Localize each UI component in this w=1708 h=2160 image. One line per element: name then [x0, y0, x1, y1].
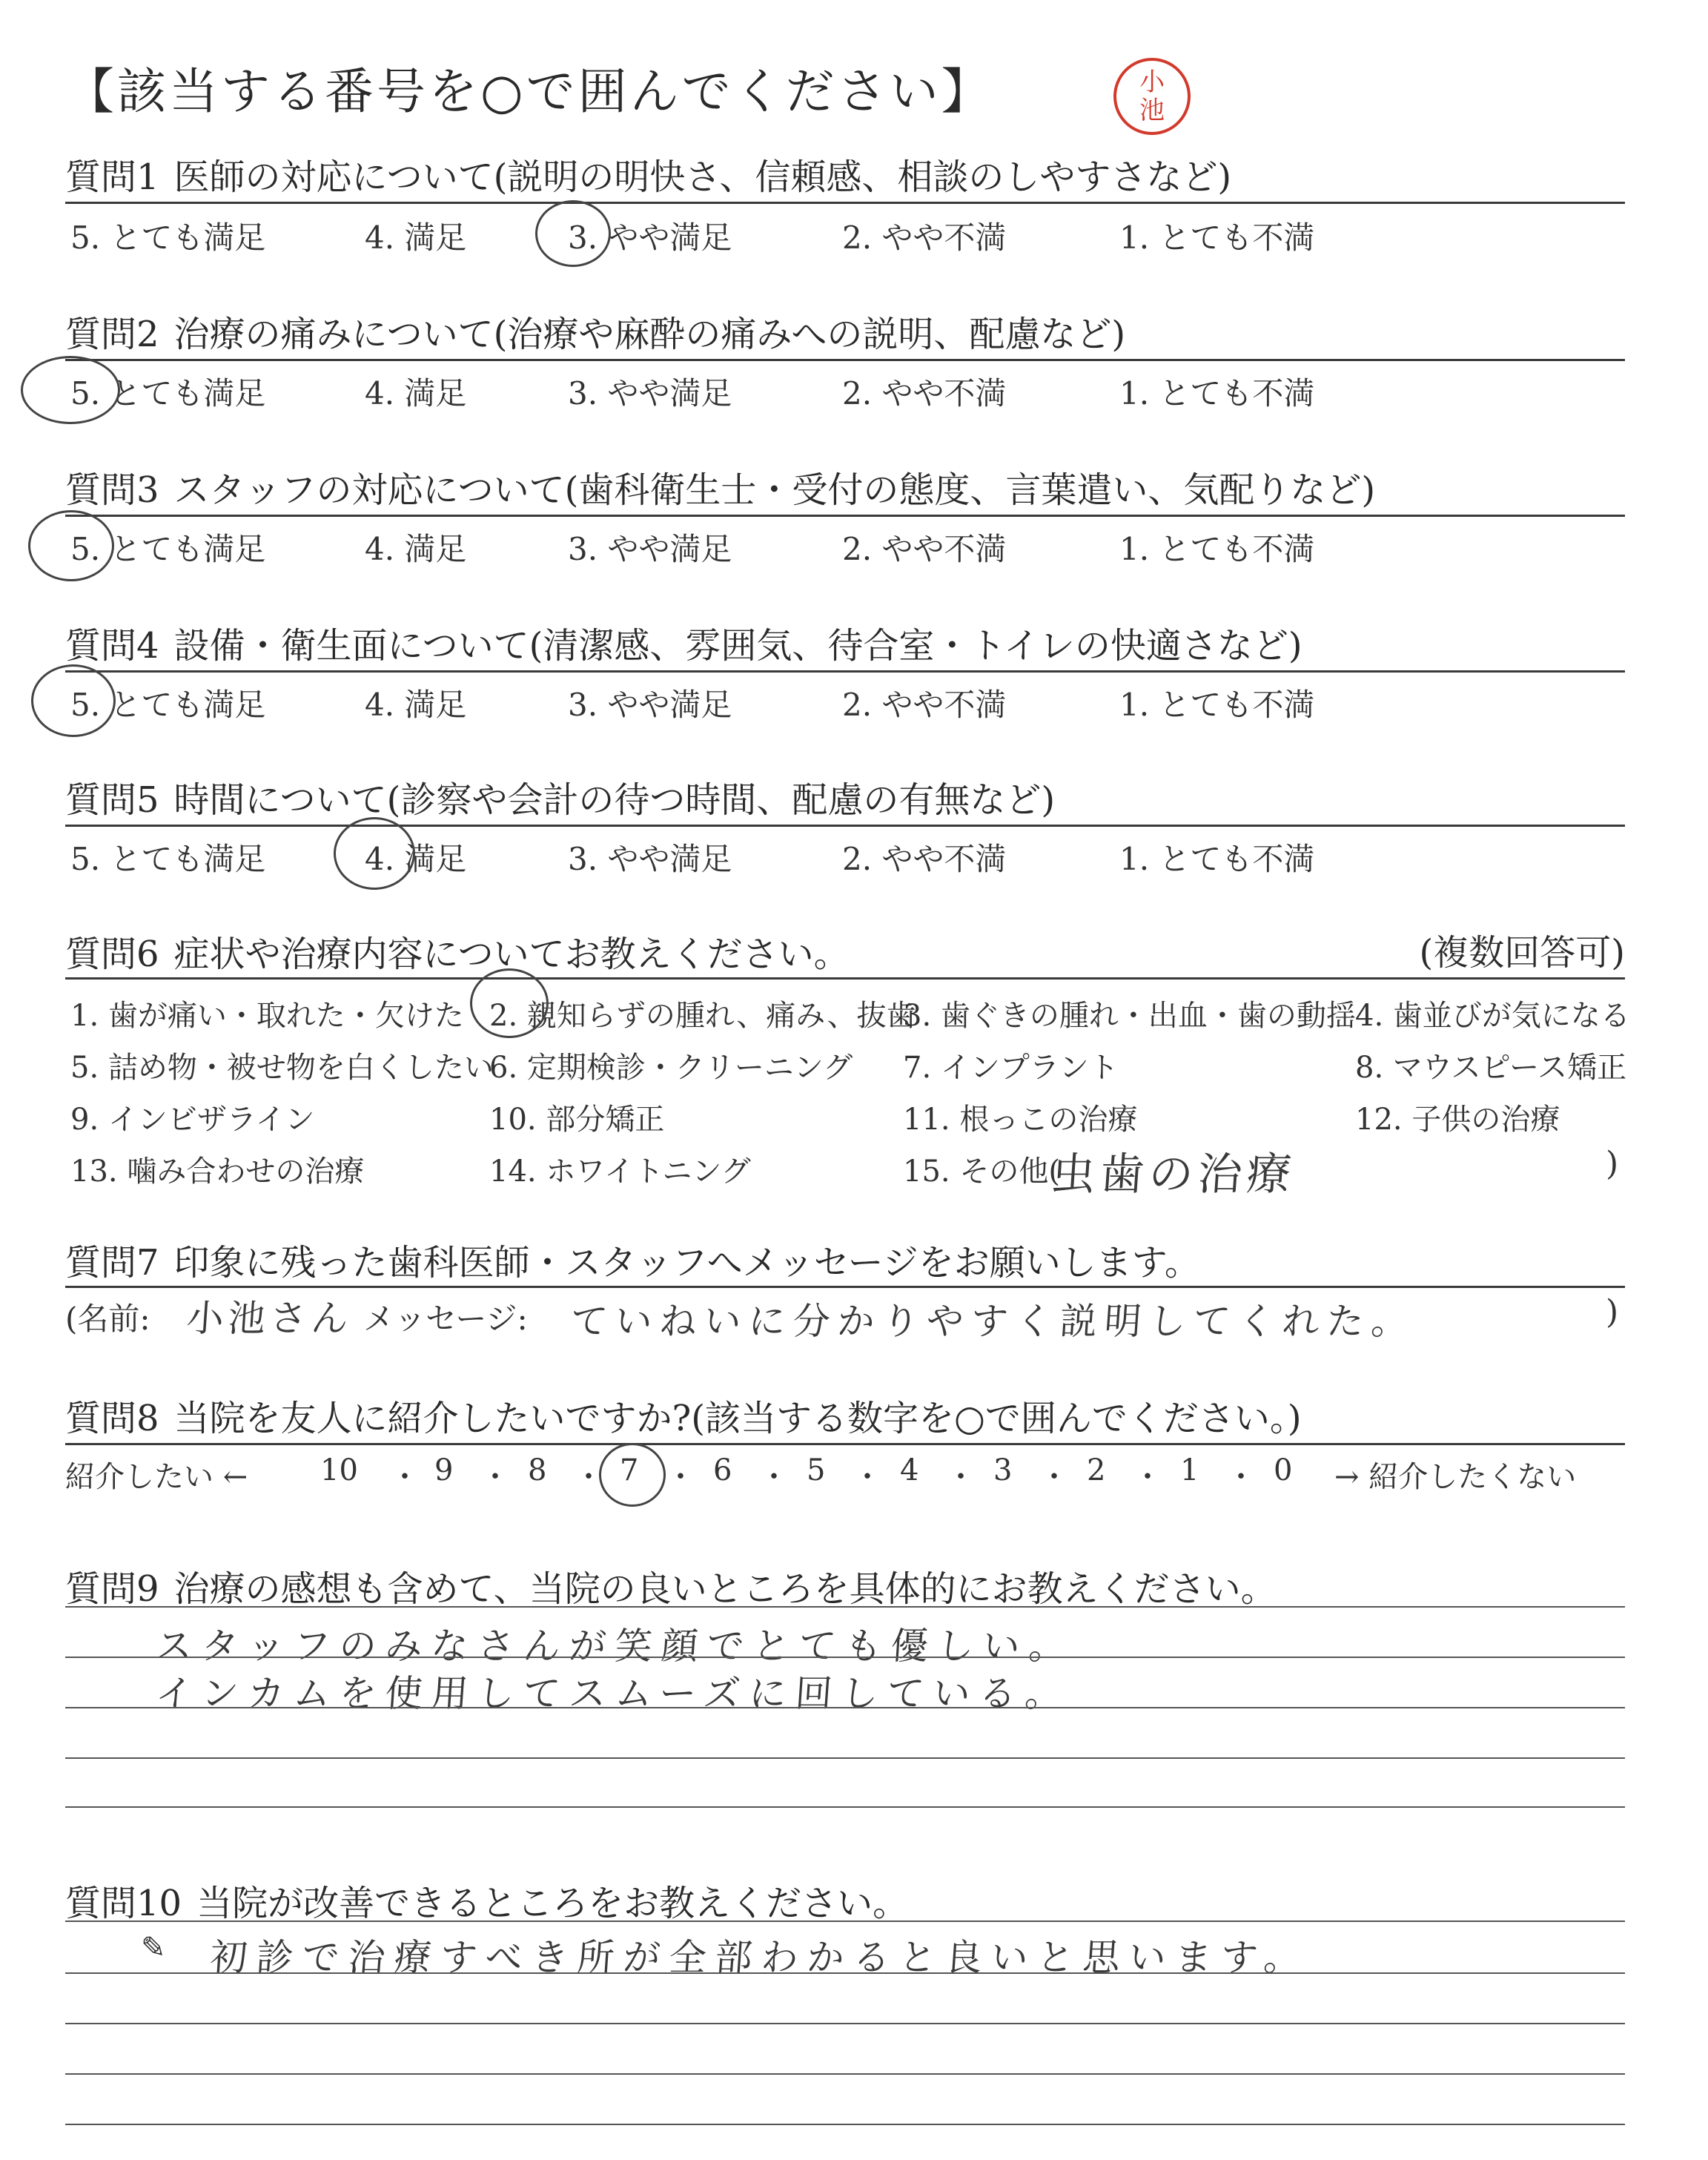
q3-option-2[interactable]: 2. やや不満 [842, 531, 1007, 567]
question-3-title: 質問3 スタッフの対応について(歯科衛生士・受付の態度、言葉遣い、気配りなど) [65, 469, 1376, 511]
q2-option-5[interactable]: 5. とても満足 [70, 375, 266, 412]
q7-name-label: (名前: [65, 1301, 150, 1337]
q6-option-15[interactable]: 15. その他( [903, 1155, 1060, 1189]
q5-option-1[interactable]: 1. とても不満 [1119, 841, 1315, 877]
question-8-rule [65, 1443, 1625, 1445]
answer-line [65, 1657, 1625, 1658]
q2-option-2[interactable]: 2. やや不満 [842, 375, 1007, 412]
q9-answer-line-1: スタッフのみなさんが笑顔でとても優しい。 [153, 1625, 1076, 1668]
scale-value-2[interactable]: 2 [1087, 1453, 1106, 1487]
question-6-rule [65, 977, 1625, 980]
q8-selection-circle [599, 1443, 666, 1507]
q3-option-3[interactable]: 3. やや満足 [568, 531, 732, 567]
q1-option-3[interactable]: 3. やや満足 [568, 219, 732, 256]
q3-option-1[interactable]: 1. とても不満 [1119, 531, 1315, 567]
q3-selection-circle [28, 510, 114, 581]
q2-selection-circle [21, 356, 120, 424]
q1-selection-circle [535, 200, 611, 267]
scale-value-1[interactable]: 1 [1180, 1453, 1199, 1487]
question-6-title: 質問6 症状や治療内容についてお教えください。 [65, 934, 850, 975]
question-1-title: 質問1 医師の対応について(説明の明快さ、信頼感、相談のしやすさなど) [65, 156, 1232, 198]
q6-selection-circle [470, 968, 549, 1038]
q1-option-4[interactable]: 4. 満足 [365, 219, 467, 256]
q2-option-1[interactable]: 1. とても不満 [1119, 375, 1315, 412]
q3-option-5[interactable]: 5. とても満足 [70, 531, 266, 567]
scale-value-10[interactable]: 10 [320, 1453, 358, 1487]
answer-line [65, 2124, 1625, 2125]
q6-option-5[interactable]: 5. 詰め物・被せ物を白くしたい [70, 1051, 494, 1085]
scale-value-9[interactable]: 9 [434, 1453, 454, 1487]
q4-selection-circle [31, 664, 116, 737]
question-2-title: 質問2 治療の痛みについて(治療や麻酔の痛みへの説明、配慮など) [65, 314, 1126, 355]
scale-separator: ・ [946, 1460, 976, 1494]
question-8-title: 質問8 当院を友人に紹介したいですか?(該当する数字を○で囲んでください。) [65, 1398, 1302, 1439]
scale-separator: ・ [666, 1460, 695, 1494]
scale-separator: ・ [1226, 1460, 1256, 1494]
recommend-right-label: → 紹介したくない [1334, 1460, 1577, 1494]
answer-line [65, 1920, 1625, 1922]
name-seal-stamp: 小 池 [1113, 58, 1191, 135]
q5-selection-circle [334, 817, 415, 890]
answer-line [65, 1972, 1625, 1974]
q5-option-2[interactable]: 2. やや不満 [842, 841, 1007, 877]
q7-message-label: メッセージ: [363, 1301, 528, 1337]
scale-value-8[interactable]: 8 [528, 1453, 547, 1487]
q6-option-8[interactable]: 8. マウスピース矯正 [1355, 1051, 1627, 1085]
question-4-rule [65, 670, 1625, 673]
question-7-rule [65, 1286, 1625, 1288]
q6-option-11[interactable]: 11. 根っこの治療 [903, 1103, 1138, 1137]
q4-option-5[interactable]: 5. とても満足 [70, 687, 266, 723]
multiple-answers-note: (複数回答可) [1419, 932, 1625, 974]
answer-line [65, 1757, 1625, 1759]
q5-option-3[interactable]: 3. やや満足 [568, 841, 732, 877]
instruction-header: 【該当する番号を○で囲んでください】 [65, 63, 993, 120]
q6-option-9[interactable]: 9. インビザライン [70, 1103, 315, 1137]
q3-option-4[interactable]: 4. 満足 [365, 531, 467, 567]
q4-option-2[interactable]: 2. やや不満 [842, 687, 1007, 723]
q6-option-2[interactable]: 2. 親知らずの腫れ、痛み、抜歯 [489, 999, 916, 1033]
question-5-rule [65, 825, 1625, 827]
scale-value-6[interactable]: 6 [713, 1453, 732, 1487]
q1-option-2[interactable]: 2. やや不満 [842, 219, 1007, 256]
q6-option-4[interactable]: 4. 歯並びが気になる [1355, 999, 1630, 1033]
scale-separator: ・ [853, 1460, 882, 1494]
q10-answer-line-1: 初診で治療すべき所が全部わかると良いと思います。 [208, 1936, 1311, 1979]
scale-separator: ・ [390, 1460, 420, 1494]
q6-option-6[interactable]: 6. 定期検診・クリーニング [489, 1051, 853, 1085]
q2-option-3[interactable]: 3. やや満足 [568, 375, 732, 412]
recommend-left-label: 紹介したい ← [65, 1460, 248, 1494]
q4-option-3[interactable]: 3. やや満足 [568, 687, 732, 723]
q5-option-5[interactable]: 5. とても満足 [70, 841, 266, 877]
question-4-title: 質問4 設備・衛生面について(清潔感、雰囲気、待合室・トイレの快適さなど) [65, 625, 1302, 667]
question-3-rule [65, 515, 1625, 517]
scribble-mark: ✎ [141, 1931, 166, 1965]
q7-message-handwritten: ていねいに分かりやすく説明してくれた。 [569, 1300, 1417, 1343]
scale-separator: ・ [1133, 1460, 1162, 1494]
question-9-title: 質問9 治療の感想も含めて、当院の良いところを具体的にお教えください。 [65, 1568, 1277, 1610]
q7-close-paren: ) [1606, 1293, 1619, 1331]
q6-other-close-paren: ) [1606, 1145, 1619, 1183]
answer-line [65, 1606, 1625, 1608]
scale-value-0[interactable]: 0 [1274, 1453, 1293, 1487]
q6-option-14[interactable]: 14. ホワイトニング [489, 1155, 751, 1189]
q6-option-10[interactable]: 10. 部分矯正 [489, 1103, 665, 1137]
scale-value-4[interactable]: 4 [900, 1453, 919, 1487]
q6-option-12[interactable]: 12. 子供の治療 [1355, 1103, 1560, 1137]
answer-line [65, 1806, 1625, 1808]
answer-line [65, 2073, 1625, 2075]
q1-option-5[interactable]: 5. とても満足 [70, 219, 266, 256]
scale-separator: ・ [480, 1460, 510, 1494]
q2-option-4[interactable]: 4. 満足 [365, 375, 467, 412]
q4-option-4[interactable]: 4. 満足 [365, 687, 467, 723]
q6-option-1[interactable]: 1. 歯が痛い・取れた・欠けた [70, 999, 464, 1033]
q1-option-1[interactable]: 1. とても不満 [1119, 219, 1315, 256]
question-2-rule [65, 359, 1625, 361]
q6-option-3[interactable]: 3. 歯ぐきの腫れ・出血・歯の動揺 [903, 999, 1356, 1033]
answer-line [65, 1707, 1625, 1708]
question-7-title: 質問7 印象に残った歯科医師・スタッフへメッセージをお願いします。 [65, 1242, 1200, 1284]
q9-answer-line-2: インカムを使用してスムーズに回している。 [153, 1672, 1073, 1715]
question-5-title: 質問5 時間について(診察や会計の待つ時間、配慮の有無など) [65, 779, 1056, 821]
scale-value-7[interactable]: 7 [620, 1453, 639, 1487]
q6-option-13[interactable]: 13. 噛み合わせの治療 [70, 1155, 365, 1189]
scale-value-5[interactable]: 5 [807, 1453, 826, 1487]
q4-option-1[interactable]: 1. とても不満 [1119, 687, 1315, 723]
question-10-title: 質問10 当院が改善できるところをお教えください。 [65, 1883, 909, 1924]
question-1-rule [65, 202, 1625, 204]
scale-value-3[interactable]: 3 [993, 1453, 1013, 1487]
answer-line [65, 2023, 1625, 2024]
q6-other-handwritten: 虫歯の治療 [1049, 1149, 1298, 1200]
q7-name-handwritten: 小池さん [185, 1297, 354, 1340]
scale-separator: ・ [759, 1460, 789, 1494]
q6-option-7[interactable]: 7. インプラント [903, 1051, 1119, 1085]
q5-option-4[interactable]: 4. 満足 [365, 841, 467, 877]
scale-separator: ・ [1039, 1460, 1069, 1494]
scale-separator: ・ [574, 1460, 603, 1494]
